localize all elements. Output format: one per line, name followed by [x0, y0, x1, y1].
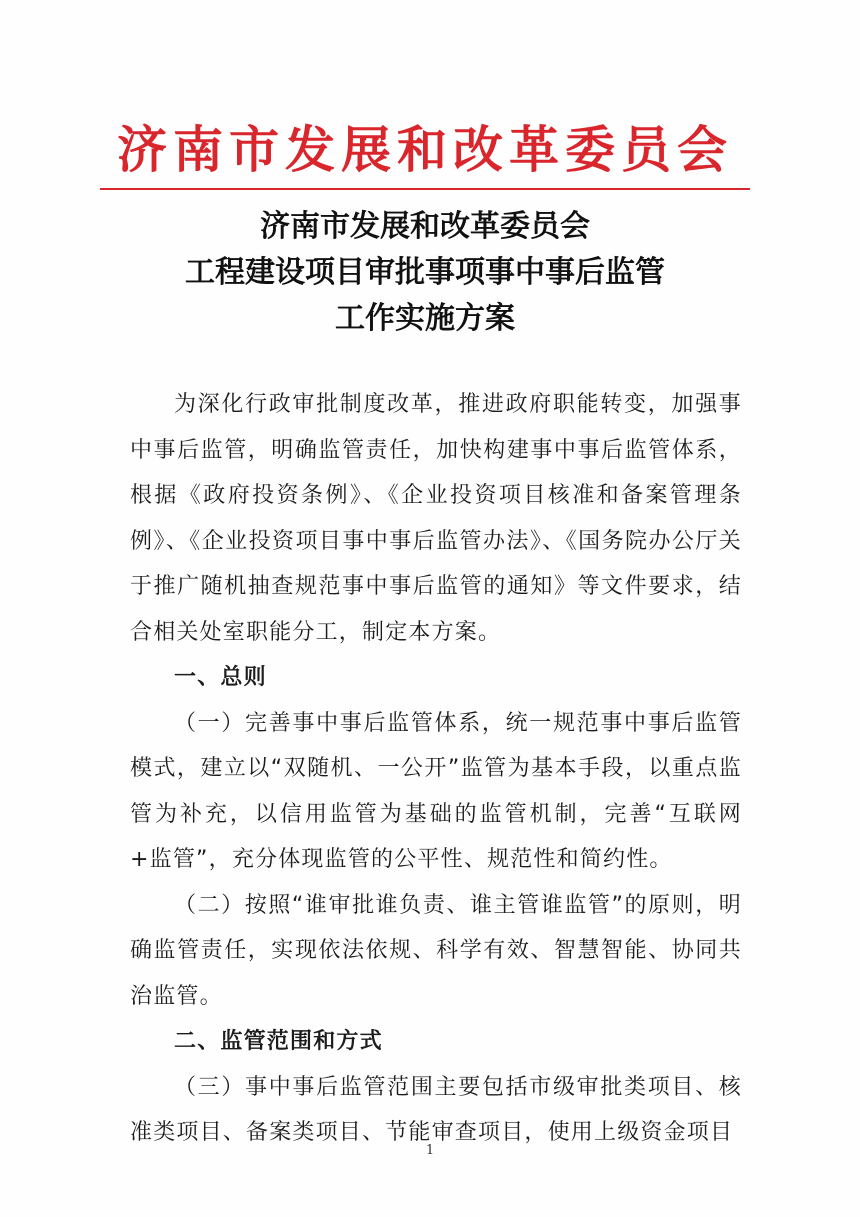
- title-line-1: 济南市发展和改革委员会: [260, 209, 590, 244]
- paragraph-item-3: （三）事中事后监管范围主要包括市级审批类项目、核准类项目、备案类项目、节能审查项目，使用上级资金项目: [130, 1074, 742, 1145]
- page-number: 1: [425, 1143, 435, 1158]
- letterhead-org-name: 济南市发展和改革委员会: [117, 120, 733, 179]
- paragraph-item-2: （二）按照“谁审批谁负责、谁主管谁监管”的原则，明确监管责任，实现依法依规、科学有效、智慧智能、协同共治监管。: [130, 892, 742, 1009]
- section-heading-scope: 二、监管范围和方式: [174, 1029, 383, 1054]
- letterhead-red-rule: [100, 188, 750, 190]
- document-title: [100, 204, 750, 342]
- section-heading-general: 一、总则: [174, 665, 267, 690]
- title-line-3: 工作实施方案: [335, 301, 515, 336]
- paragraph-item-1: （一）完善事中事后监管体系，统一规范事中事后监管模式，建立以“双随机、一公开”监管为基本手段，以重点监管为补充，以信用监管为基础的监管机制，完善“互联网+监管”，充分体现监管的公平性、规范性和简约性。: [130, 710, 742, 872]
- title-line-2: 工程建设项目审批事项事中事后监管: [185, 255, 665, 290]
- intro-paragraph: 为深化行政审批制度改革，推进政府职能转变，加强事中事后监管，明确监管责任，加快构建事中事后监管体系，根据《政府投资条例》、《企业投资项目核准和备案管理条例》、《企业投资项目事中事后监管办法》、《国务院办公厅关于推广随机抽查规范事中事后监管的通知》等文件要求，结合相关处室职能分工，制定本方案。: [130, 392, 742, 645]
- document-body: [130, 382, 742, 1156]
